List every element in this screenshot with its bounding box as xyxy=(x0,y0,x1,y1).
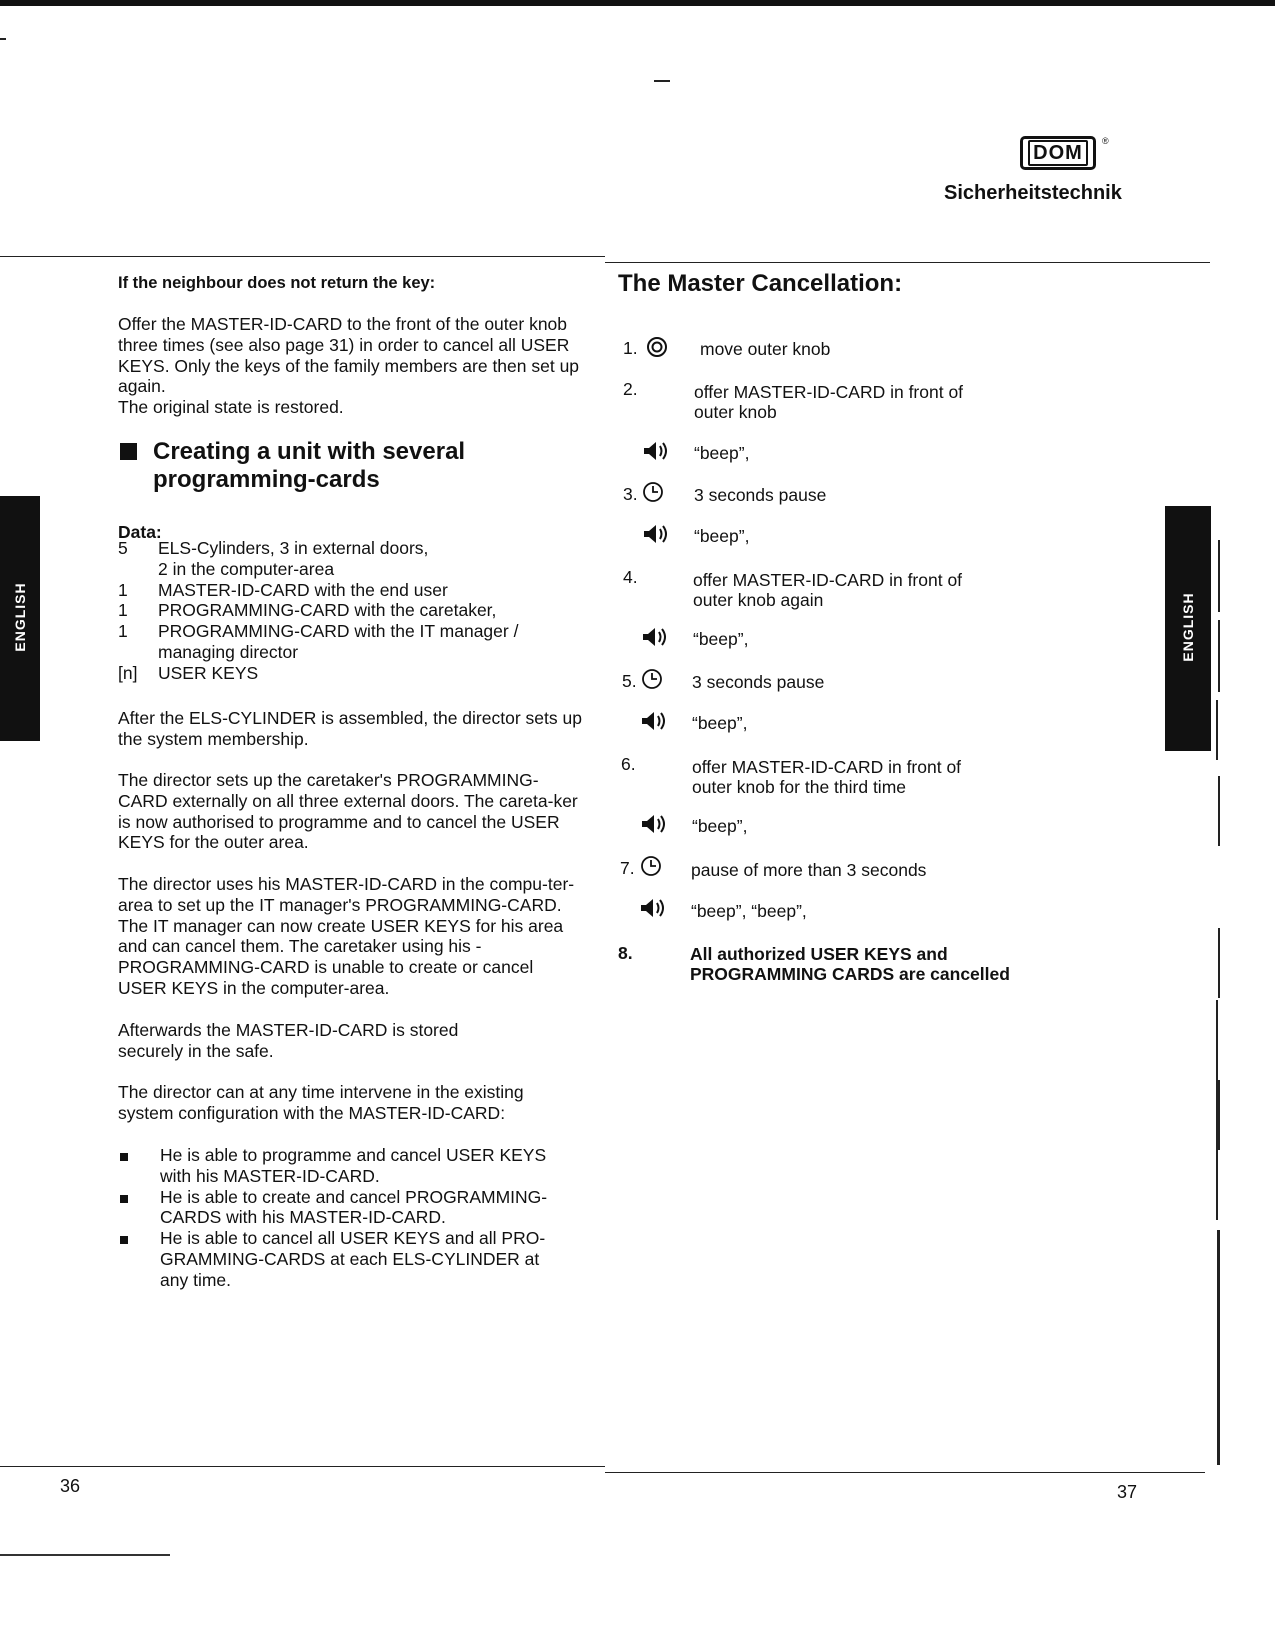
side-tab-right: ENGLISH xyxy=(1165,506,1211,751)
capability-list xyxy=(118,1145,588,1291)
neighbour-text: Offer the MASTER-ID-CARD to the front of the outer knob three times (see also page 31) in order to cancel all USER KEYS. Only the keys of the family members are then set up again. xyxy=(118,314,580,397)
paragraph-caretaker: The director sets up the caretaker's PROGRAMMING-CARD externally on all three external doors. The careta-ker is now authorised to programme and to cancel the USER KEYS for the outer area. xyxy=(118,770,578,853)
scan-mark xyxy=(0,1554,170,1556)
edge-mark xyxy=(1218,1080,1220,1150)
step-text: “beep”, xyxy=(692,713,748,733)
edge-mark xyxy=(1218,928,1220,998)
list-item: [n] USER KEYS xyxy=(118,662,259,683)
step-text: move outer knob xyxy=(700,339,831,359)
step-text: “beep”, xyxy=(692,816,748,836)
section-title: Creating a unit with several programming-cards xyxy=(120,438,590,494)
edge-mark xyxy=(1218,540,1220,612)
list-item: managing director xyxy=(158,641,299,662)
speaker-icon xyxy=(642,523,670,545)
step-text: “beep”, xyxy=(693,629,749,649)
speaker-icon xyxy=(639,897,667,919)
edge-mark xyxy=(1217,1230,1220,1465)
page-number-left: 36 xyxy=(60,1476,81,1496)
clock-icon xyxy=(642,481,664,503)
step-number: 6. xyxy=(621,754,636,774)
clock-icon xyxy=(640,855,662,877)
master-cancellation-title: The Master Cancellation: xyxy=(618,270,903,297)
data-label: Data: xyxy=(118,522,162,542)
list-item: 1 MASTER-ID-CARD with the end user xyxy=(118,579,448,600)
speaker-icon xyxy=(640,710,668,732)
step-number: 8. xyxy=(618,943,633,963)
paragraph-safe: Afterwards the MASTER-ID-CARD is stored securely in the safe. xyxy=(118,1020,459,1061)
paragraph-intervene: The director can at any time intervene in the existing system configuration with the MASTER-ID-CARD: xyxy=(118,1082,524,1123)
edge-mark xyxy=(1218,620,1220,692)
list-item: 2 in the computer-area xyxy=(158,558,335,579)
knob-icon xyxy=(646,336,668,358)
list-item: He is able to create and cancel PROGRAMMING-CARDS with his MASTER-ID-CARD. xyxy=(118,1187,588,1229)
clock-icon xyxy=(641,668,663,690)
footer-rule-right xyxy=(605,1472,1205,1473)
step-text: offer MASTER-ID-CARD in front of outer knob for the third time xyxy=(692,757,962,797)
step-number: 7. xyxy=(620,858,635,878)
brand-subtitle: Sicherheitstechnik xyxy=(944,182,1122,204)
step-number: 1. xyxy=(623,338,638,358)
speaker-icon xyxy=(642,440,670,462)
list-item: 1 PROGRAMMING-CARD with the IT manager / xyxy=(118,621,519,642)
step-text: offer MASTER-ID-CARD in front of outer knob xyxy=(694,382,964,422)
step-text: pause of more than 3 seconds xyxy=(691,860,927,880)
edge-mark xyxy=(1218,776,1220,846)
step-text: All authorized USER KEYS and PROGRAMMING CARDS are cancelled xyxy=(690,944,1010,984)
step-number: 5. xyxy=(622,671,637,691)
side-tab-left: ENGLISH xyxy=(0,496,40,741)
paragraph-assembly: After the ELS-CYLINDER is assembled, the director sets up the system membership. xyxy=(118,708,582,749)
paragraph-it-manager: The director uses his MASTER-ID-CARD in the compu-ter-area to set up the IT manager's PROGRAMMING-CARD. The IT manager can now create USER KEYS for his area and can cancel them. The caretaker using his -PROGRAMMING-CARD is unable to create or cancel USER KEYS in the computer-area. xyxy=(118,874,575,998)
step-text: “beep”, xyxy=(694,526,750,546)
step-text: offer MASTER-ID-CARD in front of outer knob again xyxy=(693,570,963,610)
footer-rule-left xyxy=(0,1466,605,1467)
speaker-icon xyxy=(641,626,669,648)
neighbour-restore: The original state is restored. xyxy=(118,397,344,417)
neighbour-heading: If the neighbour does not return the key: xyxy=(118,274,436,292)
step-text: “beep”, xyxy=(694,443,750,463)
list-item: 1 PROGRAMMING-CARD with the caretaker, xyxy=(118,600,497,621)
list-item: He is able to programme and cancel USER KEYS with his MASTER-ID-CARD. xyxy=(118,1145,588,1187)
step-text: “beep”, “beep”, xyxy=(691,901,807,921)
page-number-right: 37 xyxy=(1117,1482,1138,1502)
step-number: 4. xyxy=(623,567,638,587)
edge-mark xyxy=(1216,700,1218,760)
step-number: 2. xyxy=(623,379,638,399)
step-number: 3. xyxy=(623,484,638,504)
brand-logo: DOM ® xyxy=(1020,136,1140,176)
speaker-icon xyxy=(640,813,668,835)
step-text: 3 seconds pause xyxy=(692,672,825,692)
list-item: 5 ELS-Cylinders, 3 in external doors, xyxy=(118,538,429,558)
list-item: He is able to cancel all USER KEYS and all PRO-GRAMMING-CARDS at each ELS-CYLINDER at any time. xyxy=(118,1228,588,1290)
step-text: 3 seconds pause xyxy=(694,485,827,505)
